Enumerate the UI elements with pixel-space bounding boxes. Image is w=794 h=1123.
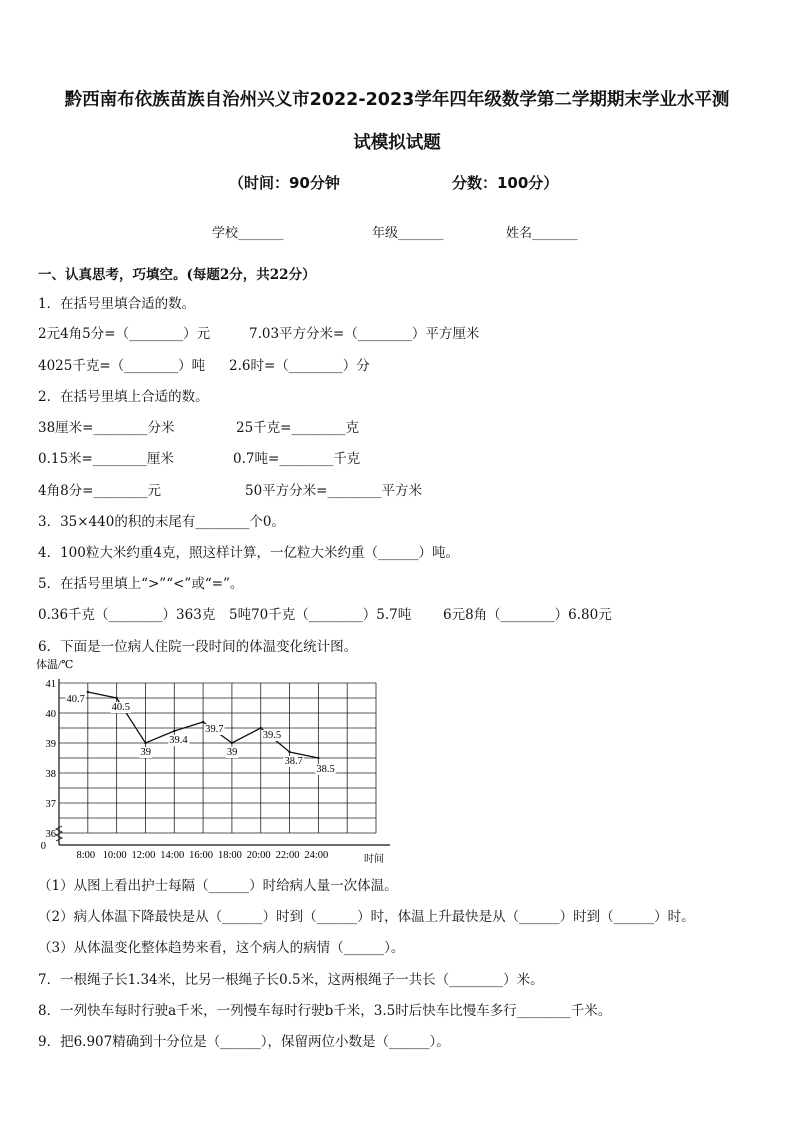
q2-blank-f: 50平方分米=________平方米	[245, 483, 422, 499]
q6-sub3: （3）从体温变化整体趋势来看，这个病人的病情（______）。	[38, 940, 405, 956]
x-tick-label: 10:00	[102, 850, 127, 861]
q2-blank-d: 0.7吨=________千克	[233, 451, 361, 467]
x-tick-label: 12:00	[131, 850, 156, 861]
q6-sub2: （2）病人体温下降最快是从（______）时到（______）时，体温上升最快是从（______）时到（______）时。	[38, 909, 695, 925]
data-label: 38.5	[316, 764, 335, 775]
page-title-line2: 试模拟试题	[353, 133, 441, 153]
q2-blank-a: 38厘米=________分米	[38, 420, 175, 436]
y-tick-label: 36	[45, 829, 56, 840]
chart-grid	[59, 683, 376, 833]
q5-blank-a: 0.36千克（________）363克	[38, 607, 216, 623]
q6-stem: 6．下面是一位病人住院一段时间的体温变化统计图。	[38, 639, 358, 655]
q1-blank-b: 7.03平方分米=（________）平方厘米	[249, 326, 480, 342]
q2-blank-b: 25千克=________克	[236, 420, 359, 436]
q5-blank-b: 5吨70千克（________）5.7吨	[229, 607, 412, 623]
x-tick-label: 14:00	[160, 850, 185, 861]
q2-blank-e: 4角8分=________元	[38, 483, 161, 499]
data-label: 39	[226, 747, 238, 758]
y-tick-label: 38	[45, 769, 56, 780]
q9: 9．把6.907精确到十分位是（______），保留两位小数是（______）。	[38, 1034, 450, 1050]
x-tick-label: 8:00	[76, 850, 96, 861]
q5-blank-c: 6元8角（________）6.80元	[443, 607, 612, 623]
q4: 4．100粒大米约重4克，照这样计算，一亿粒大米约重（______）吨。	[38, 545, 459, 561]
x-tick-label: 20:00	[246, 850, 271, 861]
data-label: 38.7	[284, 756, 303, 767]
chart-marks	[65, 691, 335, 775]
temperature-line-chart	[34, 656, 404, 868]
page-title-line1: 黔西南布依族苗族自治州兴义市2022-2023学年四年级数学第二学期期末学业水平测	[64, 90, 730, 110]
data-label: 39.4	[169, 735, 188, 746]
data-point	[87, 691, 89, 693]
q1-blank-d: 2.6时=（________）分	[229, 358, 370, 374]
score-info: 分数：100分）	[452, 174, 559, 192]
q1-blank-a: 2元4角5分=（________）元	[38, 326, 211, 342]
q7: 7．一根绳子长1.34米，比另一根绳子长0.5米，这两根绳子一共长（________）米。	[38, 972, 544, 988]
data-label: 40.5	[111, 702, 131, 713]
y-axis-label: 体温/℃	[36, 659, 74, 671]
name-field[interactable]: 姓名_______	[506, 226, 578, 241]
x-tick-label: 24:00	[304, 850, 329, 861]
y-tick-label: 40	[45, 709, 56, 720]
x-tick-label: 22:00	[275, 850, 300, 861]
data-point	[288, 751, 290, 753]
q2-stem: 2．在括号里填上合适的数。	[38, 389, 209, 405]
data-label: 39.5	[262, 730, 282, 741]
y-zero-label: 0	[40, 841, 46, 852]
q6-sub1: （1）从图上看出护士每隔（______）时给病人量一次体温。	[38, 878, 398, 894]
data-point	[144, 742, 146, 744]
school-field[interactable]: 学校_______	[212, 226, 284, 241]
x-tick-label: 18:00	[217, 850, 242, 861]
data-label: 39.7	[205, 724, 224, 735]
data-label: 39	[140, 747, 151, 758]
chart-axes	[41, 679, 390, 861]
data-point	[202, 721, 204, 723]
data-label: 40.7	[66, 694, 85, 705]
x-axis-label: 时间	[364, 854, 384, 865]
data-point	[317, 757, 319, 759]
section-heading: 一、认真思考，巧填空。(每题2分，共22分）	[38, 267, 316, 283]
y-tick-label: 37	[45, 799, 56, 810]
data-point	[173, 730, 175, 732]
q8: 8．一列快车每时行驶a千米，一列慢车每时行驶b千米，3.5时后快车比慢车多行________千米。	[38, 1003, 612, 1019]
q1-blank-c: 4025千克=（________）吨	[38, 358, 206, 374]
y-tick-label: 41	[45, 679, 56, 690]
x-tick-label: 16:00	[189, 850, 214, 861]
grade-field[interactable]: 年级_______	[372, 226, 444, 241]
data-point	[115, 697, 117, 699]
q5-stem: 5．在括号里填上“>”“<”或“=”。	[38, 576, 244, 592]
q2-blank-c: 0.15米=________厘米	[38, 451, 174, 467]
q1-stem: 1．在括号里填合适的数。	[38, 296, 196, 312]
y-tick-label: 39	[45, 739, 56, 750]
q3: 3．35×440的积的末尾有________个0。	[38, 514, 285, 530]
data-point	[231, 742, 233, 744]
data-point	[260, 727, 262, 729]
time-info: （时间：90分钟	[229, 174, 340, 192]
